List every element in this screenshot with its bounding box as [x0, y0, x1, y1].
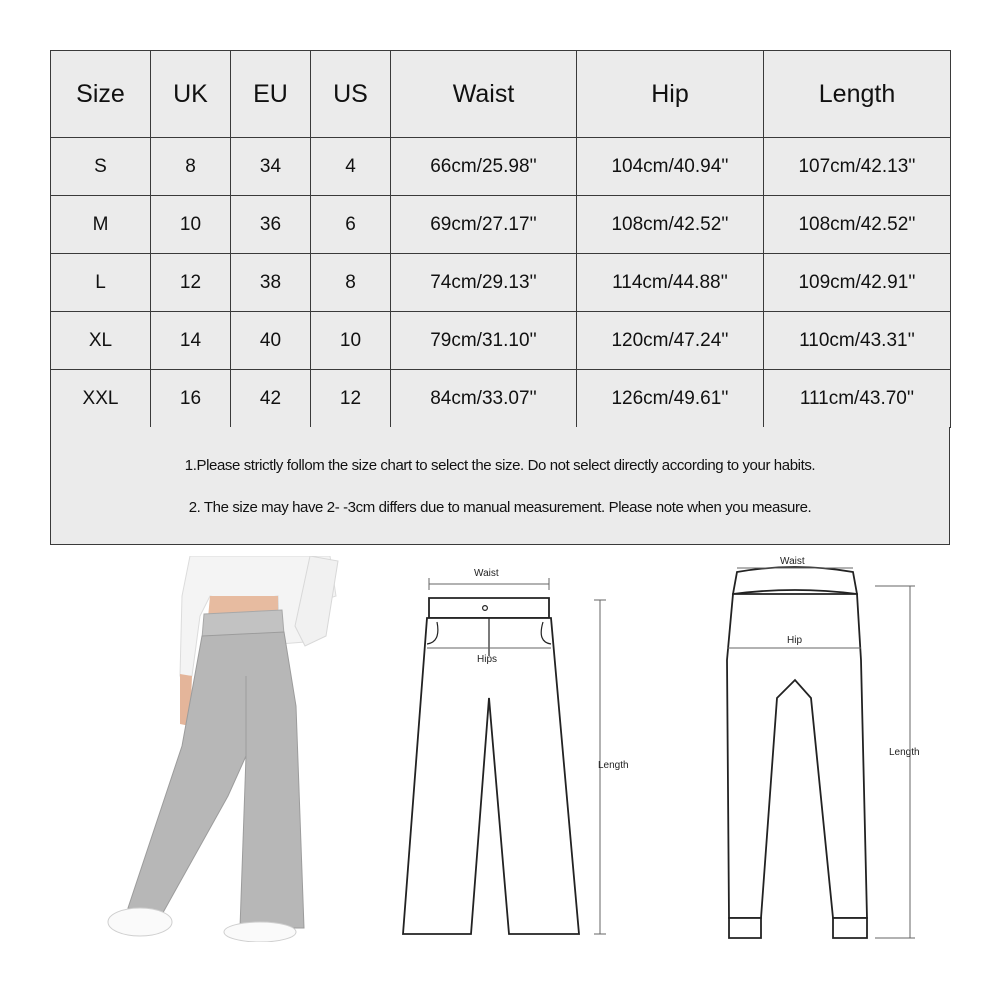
- header-uk: UK: [151, 51, 231, 138]
- table-cell: 108cm/42.52'': [577, 196, 764, 254]
- table-cell: 109cm/42.91'': [764, 254, 951, 312]
- table-cell: M: [51, 196, 151, 254]
- table-cell: 69cm/27.17'': [391, 196, 577, 254]
- table-cell: S: [51, 138, 151, 196]
- jogger-waist-label: Waist: [780, 556, 805, 567]
- table-row: [51, 370, 951, 428]
- table-cell: 10: [311, 312, 391, 370]
- table-cell: 126cm/49.61'': [577, 370, 764, 428]
- header-us: US: [311, 51, 391, 138]
- table-cell: 107cm/42.13'': [764, 138, 951, 196]
- table-row: [51, 254, 951, 312]
- table-cell: 12: [151, 254, 231, 312]
- jogger-diagram: [715, 548, 945, 948]
- table-cell: XXL: [51, 370, 151, 428]
- header-waist: Waist: [391, 51, 577, 138]
- table-cell: 104cm/40.94'': [577, 138, 764, 196]
- table-row: [51, 196, 951, 254]
- table-cell: 84cm/33.07'': [391, 370, 577, 428]
- table-cell: 74cm/29.13'': [391, 254, 577, 312]
- wide-hips-label: Hips: [477, 654, 498, 665]
- table-cell: 40: [231, 312, 311, 370]
- pants-shape: [128, 632, 304, 928]
- shoe-left: [108, 908, 172, 936]
- wide-length-label: Length: [598, 760, 629, 771]
- table-cell: 66cm/25.98'': [391, 138, 577, 196]
- table-cell: 14: [151, 312, 231, 370]
- wide-waist-label: Waist: [474, 568, 499, 579]
- model-photo: [100, 556, 350, 942]
- table-cell: 6: [311, 196, 391, 254]
- table-cell: 16: [151, 370, 231, 428]
- note-line-1: 1.Please strictly follom the size chart to select the size. Do not select directly according to your habits.: [184, 457, 816, 474]
- table-cell: 114cm/44.88'': [577, 254, 764, 312]
- header-eu: EU: [231, 51, 311, 138]
- table-cell: XL: [51, 312, 151, 370]
- notes-box: [50, 427, 950, 545]
- table-cell: 36: [231, 196, 311, 254]
- table-header-row: [51, 51, 951, 138]
- wide-leg-diagram: [395, 560, 645, 950]
- shoe-right: [224, 922, 296, 942]
- note-line-2: 2. The size may have 2- -3cm differs due to manual measurement. Please note when you measure.: [188, 499, 812, 516]
- table-cell: 111cm/43.70'': [764, 370, 951, 428]
- table-cell: 120cm/47.24'': [577, 312, 764, 370]
- table-cell: 8: [311, 254, 391, 312]
- table-cell: 12: [311, 370, 391, 428]
- table-cell: 38: [231, 254, 311, 312]
- table-cell: 108cm/42.52'': [764, 196, 951, 254]
- table-row: [51, 138, 951, 196]
- table-cell: 4: [311, 138, 391, 196]
- table-cell: 34: [231, 138, 311, 196]
- table-cell: 110cm/43.31'': [764, 312, 951, 370]
- jogger-length-label: Length: [889, 747, 920, 758]
- table-row: [51, 312, 951, 370]
- jogger-hip-label: Hip: [787, 635, 803, 646]
- table-cell: 79cm/31.10'': [391, 312, 577, 370]
- header-size: Size: [51, 51, 151, 138]
- size-chart-table: [50, 50, 951, 428]
- header-hip: Hip: [577, 51, 764, 138]
- table-cell: 10: [151, 196, 231, 254]
- table-cell: 42: [231, 370, 311, 428]
- table-cell: 8: [151, 138, 231, 196]
- table-cell: L: [51, 254, 151, 312]
- header-length: Length: [764, 51, 951, 138]
